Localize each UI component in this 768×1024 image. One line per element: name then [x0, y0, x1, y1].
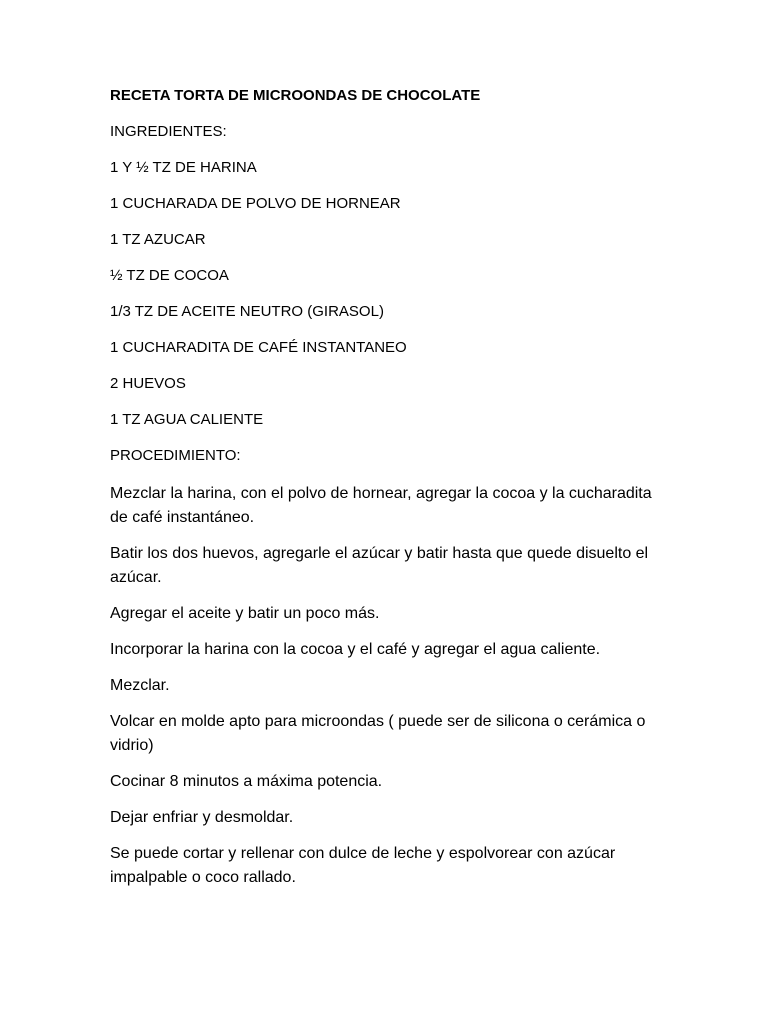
ingredient-item: 1 CUCHARADITA DE CAFÉ INSTANTANEO: [110, 339, 407, 356]
procedure-steps: [110, 482, 670, 890]
ingredient-item: 1 TZ AGUA CALIENTE: [110, 411, 264, 428]
procedure-step: Batir los dos huevos, agregarle el azúcar y batir hasta que quede disuelto el azúcar.: [110, 545, 649, 586]
ingredients-list: [110, 158, 670, 430]
procedure-step: Se puede cortar y rellenar con dulce de leche y espolvorear con azúcar impalpable o coco rallado.: [110, 845, 616, 886]
procedure-step: Cocinar 8 minutos a máxima potencia.: [110, 773, 383, 790]
procedure-step: Incorporar la harina con la cocoa y el café y agregar el agua caliente.: [110, 641, 601, 658]
document-title: RECETA TORTA DE MICROONDAS DE CHOCOLATE: [110, 87, 481, 104]
ingredient-item: 1 Y ½ TZ DE HARINA: [110, 159, 257, 176]
procedure-step: Volcar en molde apto para microondas ( puede ser de silicona o cerámica o vidrio): [110, 713, 646, 754]
procedure-step: Mezclar.: [110, 677, 170, 694]
ingredient-item: 1 CUCHARADA DE POLVO DE HORNEAR: [110, 195, 401, 212]
procedure-heading: PROCEDIMIENTO:: [110, 447, 241, 464]
ingredient-item: 1/3 TZ DE ACEITE NEUTRO (GIRASOL): [110, 303, 384, 320]
procedure-step: Agregar el aceite y batir un poco más.: [110, 605, 380, 622]
procedure-step: Mezclar la harina, con el polvo de hornear, agregar la cocoa y la cucharadita de café instantáneo.: [110, 485, 652, 526]
ingredient-item: 1 TZ AZUCAR: [110, 231, 206, 248]
document-page: [110, 86, 670, 902]
procedure-step: Dejar enfriar y desmoldar.: [110, 809, 294, 826]
ingredient-item: ½ TZ DE COCOA: [110, 267, 229, 284]
ingredients-heading: INGREDIENTES:: [110, 123, 227, 140]
ingredient-item: 2 HUEVOS: [110, 375, 186, 392]
